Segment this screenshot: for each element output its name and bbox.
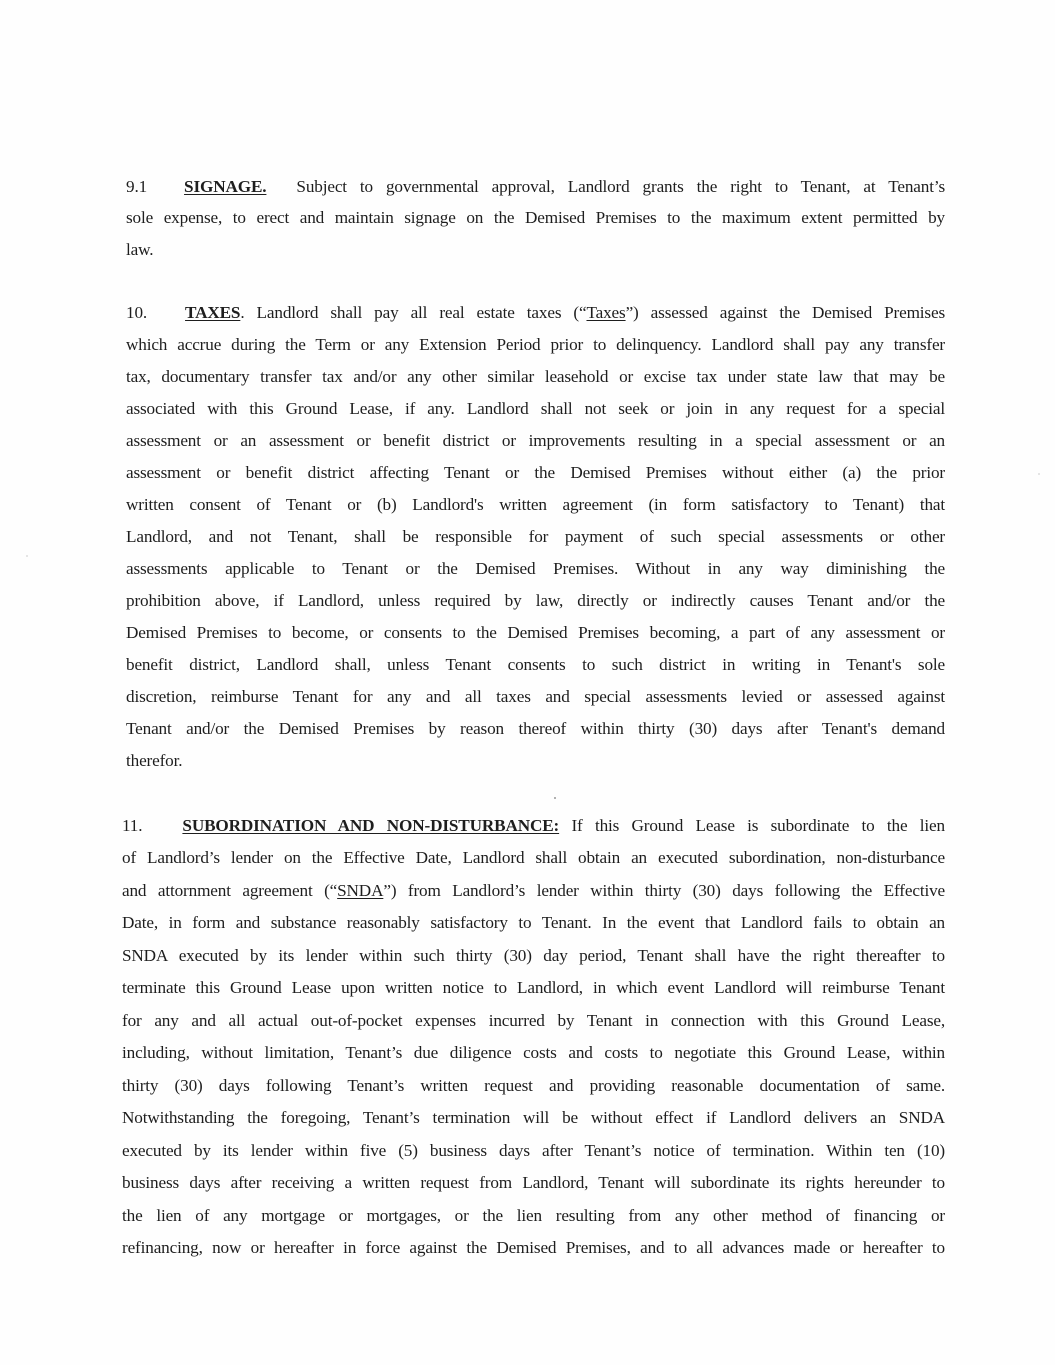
section-number: 10. [126, 303, 148, 322]
section-text: and attornment agreement (“ [122, 881, 338, 900]
section-11-line: thirty (30) days following Tenant’s written request and providing reasonable documentation of same. [122, 1076, 945, 1095]
section-10-line: therefor. [126, 751, 183, 770]
section-11-line: SNDA executed by its lender within such thirty (30) day period, Tenant shall have the right thereafter to [122, 946, 945, 965]
section-10-line: benefit district, Landlord shall, unless Tenant consents to such district in writing in Tenant's sole [126, 655, 945, 674]
section-heading: TAXES [185, 303, 241, 322]
section-10-line: written consent of Tenant or (b) Landlord's written agreement (in form satisfactory to Tenant) that [126, 495, 945, 514]
section-text: ”) from Landlord’s lender within thirty (30) days following the Effective [383, 881, 945, 900]
section-text: Subject to governmental approval, Landlord grants the right to Tenant, at Tenant’s [296, 177, 945, 196]
section-11-line: for any and all actual out-of-pocket expenses incurred by Tenant in connection with this Ground Lease, [122, 1011, 945, 1030]
defined-term-snda: SNDA [337, 881, 384, 900]
section-10-line: Demised Premises to become, or consents to the Demised Premises becoming, a part of any assessment or [126, 623, 945, 642]
section-10-line: assessments applicable to Tenant or the Demised Premises. Without in any way diminishing the [126, 559, 945, 578]
section-11-line-1 [122, 815, 945, 837]
section-11-line: including, without limitation, Tenant’s due diligence costs and costs to negotiate this Ground Lease, within [122, 1043, 945, 1062]
section-text: Landlord shall pay all real estate taxes (“ [244, 303, 587, 322]
section-10-line: Landlord, and not Tenant, shall be responsible for payment of such special assessments or other [126, 527, 945, 546]
section-text: If this Ground Lease is subordinate to the lien [559, 816, 945, 835]
section-11-line: Notwithstanding the foregoing, Tenant’s termination will be without effect if Landlord delivers an SNDA [122, 1108, 945, 1127]
section-10-line: which accrue during the Term or any Extension Period prior to delinquency. Landlord shall pay any transfer [126, 335, 945, 354]
section-10-line-1 [126, 302, 945, 324]
section-10-line: Tenant and/or the Demised Premises by reason thereof within thirty (30) days after Tenant's demand [126, 719, 945, 738]
heading-punctuation: . [240, 303, 245, 322]
defined-term-taxes: Taxes [586, 303, 626, 322]
section-heading: SIGNAGE. [184, 177, 267, 196]
section-10-line: tax, documentary transfer tax and/or any other similar leasehold or excise tax under state law that may be [126, 367, 945, 386]
section-10-line: assessment or an assessment or benefit district or improvements resulting in a special assessment or an [126, 431, 945, 450]
section-10-line: discretion, reimburse Tenant for any and all taxes and special assessments levied or assessed against [126, 687, 945, 706]
section-11-line: refinancing, now or hereafter in force against the Demised Premises, and to all advances made or hereafter to [122, 1238, 945, 1257]
section-number: 9.1 [126, 177, 148, 196]
section-9-1-line-3: law. [126, 240, 154, 259]
section-11-line [122, 880, 945, 902]
section-10-line: prohibition above, if Landlord, unless required by law, directly or indirectly causes Tenant and/or the [126, 591, 945, 610]
section-9-1-line-2: sole expense, to erect and maintain signage on the Demised Premises to the maximum extent permitted by [126, 208, 945, 227]
section-heading: SUBORDINATION AND NON-DISTURBANCE: [182, 816, 560, 835]
scan-speck [26, 555, 28, 557]
section-10-line: associated with this Ground Lease, if any. Landlord shall not seek or join in any request for a special [126, 399, 945, 418]
section-10-line: assessment or benefit district affecting Tenant or the Demised Premises without either (a) the prior [126, 463, 945, 482]
section-11-line: Date, in form and substance reasonably satisfactory to Tenant. In the event that Landlord fails to obtain an [122, 913, 945, 932]
section-11-line: executed by its lender within five (5) business days after Tenant’s notice of termination. Within ten (10) [122, 1141, 945, 1160]
scan-speck [1038, 473, 1040, 475]
section-11-line: the lien of any mortgage or mortgages, or the lien resulting from any other method of financing or [122, 1206, 945, 1225]
section-9-1-line-1 [126, 176, 945, 198]
scan-speck [554, 797, 556, 799]
section-11-line: of Landlord’s lender on the Effective Date, Landlord shall obtain an executed subordination, non-disturbance [122, 848, 945, 867]
section-text: ”) assessed against the Demised Premises [625, 303, 945, 322]
section-11-line: business days after receiving a written request from Landlord, Tenant will subordinate its rights hereunder to [122, 1173, 945, 1192]
section-11-line: terminate this Ground Lease upon written notice to Landlord, in which event Landlord will reimburse Tenant [122, 978, 945, 997]
section-number: 11. [122, 816, 143, 835]
